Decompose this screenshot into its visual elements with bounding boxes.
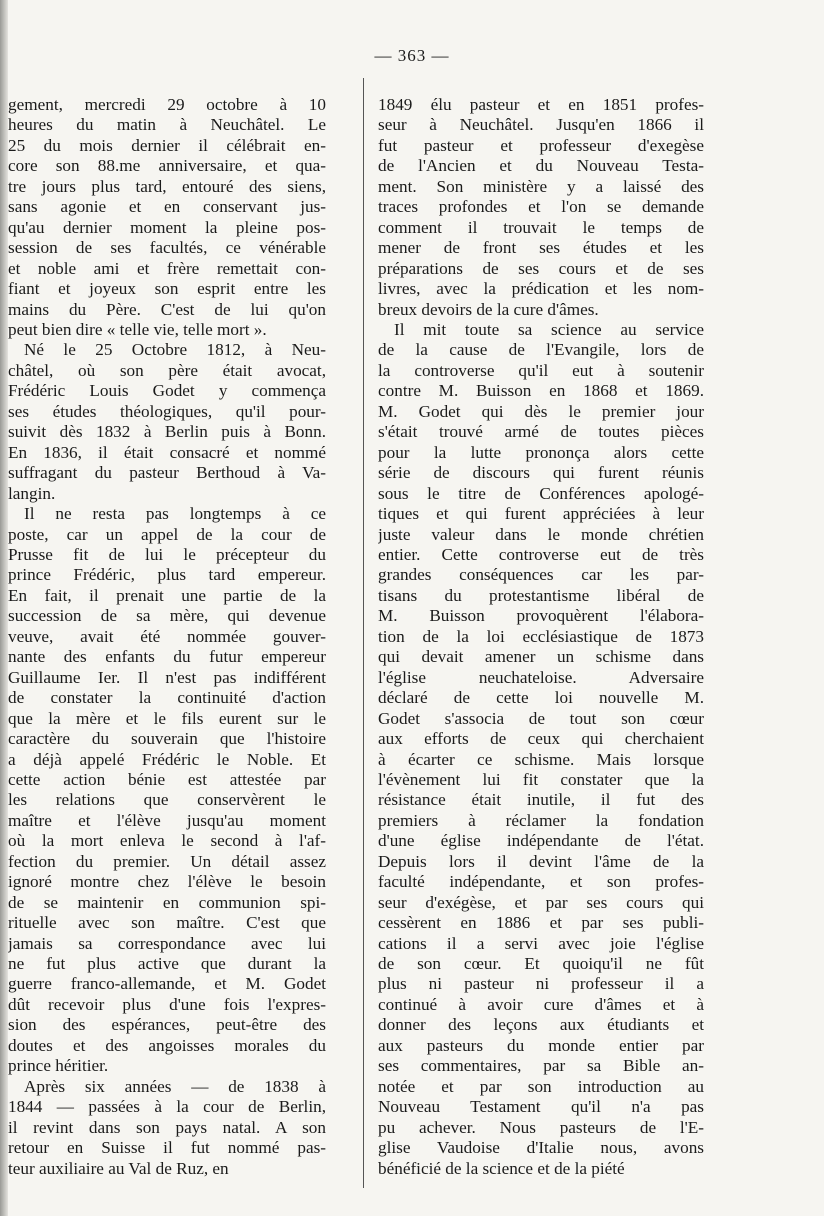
text-line: cations il a servi avec joie l'église xyxy=(378,933,704,953)
text-line: s'était trouvé armé de toutes pièces xyxy=(378,422,704,442)
text-line: châtel, où son père était avocat, xyxy=(8,360,326,380)
text-line: ses études théologiques, qu'il pour- xyxy=(8,401,326,421)
text-line: 1849 élu pasteur et en 1851 profes- xyxy=(378,95,704,114)
text-line: suivit dès 1832 à Berlin puis à Bonn. xyxy=(8,422,326,442)
page-number: — 363 — xyxy=(374,46,450,65)
text-line: ignoré montre chez l'élève le besoin xyxy=(8,872,326,892)
text-line: session de ses facultés, ce vénérable xyxy=(8,238,326,258)
text-line: Il mit toute sa science au service xyxy=(394,319,704,339)
text-line: à écarter ce schisme. Mais lorsque xyxy=(378,749,704,769)
text-line: mener de front ses études et les xyxy=(378,238,704,258)
text-line: fiant et joyeux son esprit entre les xyxy=(8,279,326,299)
text-line: mains du Père. C'est de lui qu'on xyxy=(8,299,326,319)
text-line: 25 du mois dernier il célébrait en- xyxy=(8,135,326,155)
text-line: résistance était inutile, il fut des xyxy=(378,790,704,810)
text-line: nante des enfants du futur empereur xyxy=(8,647,326,667)
page-binding-shadow xyxy=(0,0,8,1216)
paragraph xyxy=(378,95,704,320)
text-line: Depuis lors il devint l'âme de la xyxy=(378,851,704,871)
text-line: M. Godet qui dès le premier jour xyxy=(378,401,704,421)
text-line: qu'au dernier moment la pleine pos- xyxy=(8,217,326,237)
text-line: série de discours qui furent réunis xyxy=(378,463,704,483)
text-line: glise Vaudoise d'Italie nous, avons xyxy=(378,1138,704,1158)
text-line: langin. xyxy=(8,483,56,503)
text-line: Frédéric Louis Godet y commença xyxy=(8,381,326,401)
text-line: et noble ami et frère remettait con- xyxy=(8,258,326,278)
paragraph xyxy=(8,340,326,504)
text-line: peut bien dire « telle vie, telle mort ». xyxy=(8,319,267,339)
text-line: qui devait amener un schisme dans xyxy=(378,647,704,667)
text-line: sous le titre de Conférences apologé- xyxy=(378,483,704,503)
text-line: de constater la continuité d'action xyxy=(8,688,326,708)
text-line: faculté indépendante, et son profes- xyxy=(378,872,704,892)
text-line: tisans du protestantisme libéral de xyxy=(378,585,704,605)
text-line: Après six années — de 1838 à xyxy=(24,1076,326,1096)
paragraph xyxy=(8,1077,326,1179)
text-line: ne fut plus active que durant la xyxy=(8,954,326,974)
text-line: 1844 — passées à la cour de Berlin, xyxy=(8,1097,326,1117)
text-line: Guillaume Ier. Il n'est pas indifférent xyxy=(8,667,326,687)
text-line: d'une église indépendante de l'état. xyxy=(378,831,704,851)
text-line: premiers à réclamer la fondation xyxy=(378,810,704,830)
text-line: continué à avoir cure d'âmes et à xyxy=(378,994,704,1014)
text-line: maître et l'élève jusqu'au moment xyxy=(8,810,326,830)
text-line: la controverse qu'il eut à soutenir xyxy=(378,360,704,380)
text-line: Nouveau Testament qu'il n'a pas xyxy=(378,1097,704,1117)
text-line: guerre franco-allemande, et M. Godet xyxy=(8,974,326,994)
text-line: tre jours plus tard, entouré des siens, xyxy=(8,176,326,196)
text-line: l'église neuchateloise. Adversaire xyxy=(378,667,704,687)
text-line: de son cœur. Et quoiqu'il ne fût xyxy=(378,954,704,974)
text-line: sion des espérances, peut-être des xyxy=(8,1015,326,1035)
text-line: préparations de ses cours et de ses xyxy=(378,258,704,278)
text-line: l'évènement lui fit constater que la xyxy=(378,769,704,789)
text-line: poste, car un appel de la cour de xyxy=(8,524,326,544)
paragraph xyxy=(378,320,704,1179)
text-line: ment. Son ministère y a laissé des xyxy=(378,176,704,196)
text-line: aux efforts de ceux qui cherchaient xyxy=(378,729,704,749)
text-line: doutes et des angoisses morales du xyxy=(8,1035,326,1055)
text-line: cette action bénie est attestée par xyxy=(8,769,326,789)
text-line: contre M. Buisson en 1868 et 1869. xyxy=(378,381,704,401)
right-column xyxy=(378,95,704,1179)
text-line: seur à Neuchâtel. Jusqu'en 1866 il xyxy=(378,115,704,135)
text-line: veuve, avait été nommée gouver- xyxy=(8,626,326,646)
text-line: grandes conséquences car les par- xyxy=(378,565,704,585)
text-line: aux pasteurs du monde entier par xyxy=(378,1035,704,1055)
text-line: caractère du souverain que l'histoire xyxy=(8,729,326,749)
text-line: rituelle avec son maître. C'est que xyxy=(8,913,326,933)
text-line: succession de sa mère, qui devenue xyxy=(8,606,326,626)
text-line: de se maintenir en communion spi- xyxy=(8,892,326,912)
text-line: sans agonie et en conservant jus- xyxy=(8,197,326,217)
text-line: a déjà appelé Frédéric le Noble. Et xyxy=(8,749,326,769)
text-line: plus ni pasteur ni professeur il a xyxy=(378,974,704,994)
text-line: Godet s'associa de tout son cœur xyxy=(378,708,704,728)
text-line: donner des leçons aux étudiants et xyxy=(378,1015,704,1035)
text-line: juste valeur dans le monde chrétien xyxy=(378,524,704,544)
text-line: les relations que conservèrent le xyxy=(8,790,326,810)
text-line: entier. Cette controverse eut de très xyxy=(378,544,704,564)
text-line: gement, mercredi 29 octobre à 10 xyxy=(8,95,326,114)
text-line: teur auxiliaire au Val de Ruz, en xyxy=(8,1158,229,1178)
text-line: cessèrent en 1886 et par ses publi- xyxy=(378,913,704,933)
text-line: core son 88.me anniversaire, et qua- xyxy=(8,156,326,176)
text-line: tion de la loi ecclésiastique de 1873 xyxy=(378,626,704,646)
text-line: déclaré de cette loi nouvelle M. xyxy=(378,688,704,708)
text-line: retour en Suisse il fut nommé pas- xyxy=(8,1138,326,1158)
text-line: de la cause de l'Evangile, lors de xyxy=(378,340,704,360)
text-line: Prusse fit de lui le précepteur du xyxy=(8,544,326,564)
text-line: jamais sa correspondance avec lui xyxy=(8,933,326,953)
text-line: prince héritier. xyxy=(8,1056,109,1076)
column-divider xyxy=(363,78,364,1188)
text-line: notée et par son introduction au xyxy=(378,1076,704,1096)
text-line: Il ne resta pas longtemps à ce xyxy=(24,504,326,524)
text-line: comment il trouvait le temps de xyxy=(378,217,704,237)
text-line: ses commentaires, par sa Bible an- xyxy=(378,1056,704,1076)
text-line: pu achever. Nous pasteurs de l'E- xyxy=(378,1117,704,1137)
text-line: En 1836, il était consacré et nommé xyxy=(8,442,326,462)
text-line: que la mère et le fils eurent sur le xyxy=(8,708,326,728)
text-line: dût recevoir plus d'une fois l'expres- xyxy=(8,994,326,1014)
text-line: prince Frédéric, plus tard empereur. xyxy=(8,565,326,585)
text-line: livres, avec la prédication et les nom- xyxy=(378,279,704,299)
text-line: heures du matin à Neuchâtel. Le xyxy=(8,115,326,135)
text-line: où la mort enleva le second à l'af- xyxy=(8,831,326,851)
text-line: traces profondes et l'on se demande xyxy=(378,197,704,217)
text-line: fection du premier. Un détail assez xyxy=(8,851,326,871)
text-line: pour la lutte prononça alors cette xyxy=(378,442,704,462)
text-line: fut pasteur et professeur d'exegèse xyxy=(378,135,704,155)
text-line: suffragant du pasteur Berthoud à Va- xyxy=(8,463,326,483)
paragraph xyxy=(8,95,326,340)
text-line: En fait, il prenait une partie de la xyxy=(8,585,326,605)
text-line: tiques et qui furent appréciées à leur xyxy=(378,504,704,524)
left-column xyxy=(8,95,326,1179)
text-line: Né le 25 Octobre 1812, à Neu- xyxy=(24,340,326,360)
text-line: breux devoirs de la cure d'âmes. xyxy=(378,299,599,319)
text-line: il revint dans son pays natal. A son xyxy=(8,1117,326,1137)
paragraph xyxy=(8,504,326,1077)
text-line: seur d'exégèse, et par ses cours qui xyxy=(378,892,704,912)
text-line: de l'Ancien et du Nouveau Testa- xyxy=(378,156,704,176)
text-line: M. Buisson provoquèrent l'élabora- xyxy=(378,606,704,626)
text-line: bénéficié de la science et de la piété xyxy=(378,1158,625,1178)
